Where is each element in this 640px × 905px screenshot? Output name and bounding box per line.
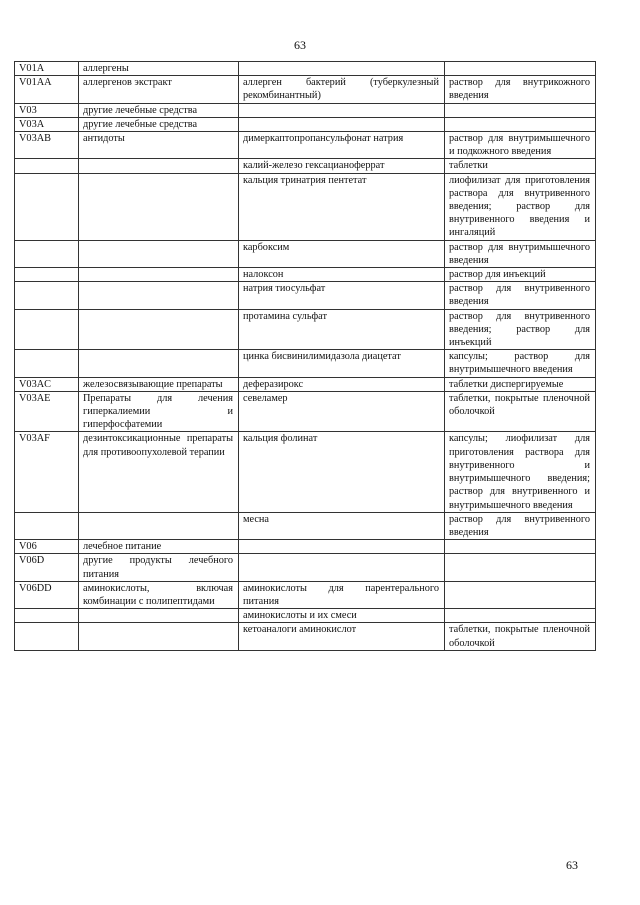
drug-name-cell: [239, 554, 445, 581]
table-row: [15, 554, 596, 581]
atc-code-cell: [15, 350, 79, 377]
atc-group-cell: [79, 173, 239, 240]
drug-name-cell: [239, 540, 445, 554]
table-row: [15, 173, 596, 240]
atc-code-cell: [15, 512, 79, 539]
atc-group-cell: [79, 268, 239, 282]
table-row: [15, 159, 596, 173]
atc-group-cell: дезинтоксикационные препараты для противоопухолевой терапии: [79, 432, 239, 512]
drug-name-cell: кальция тринатрия пентетат: [239, 173, 445, 240]
atc-code-cell: V03AE: [15, 391, 79, 432]
atc-group-cell: [79, 350, 239, 377]
drug-name-cell: калий-железо гексацианоферрат: [239, 159, 445, 173]
atc-group-cell: [79, 609, 239, 623]
atc-code-cell: [15, 309, 79, 350]
atc-group-cell: аминокислоты, включая комбинации с полипептидами: [79, 581, 239, 608]
drug-name-cell: протамина сульфат: [239, 309, 445, 350]
dosage-form-cell: раствор для внутримышечного и подкожного введения: [445, 132, 596, 159]
table-row: [15, 623, 596, 650]
table-row: [15, 240, 596, 267]
atc-group-cell: [79, 240, 239, 267]
table-row: [15, 350, 596, 377]
dosage-form-cell: таблетки, покрытые пленочной оболочкой: [445, 623, 596, 650]
dosage-form-cell: лиофилизат для приготовления раствора для внутривенного введения; раствор для внутривенного введения и ингаляций: [445, 173, 596, 240]
atc-code-cell: [15, 282, 79, 309]
drug-name-cell: аминокислоты и их смеси: [239, 609, 445, 623]
drug-name-cell: кетоаналоги аминокислот: [239, 623, 445, 650]
dosage-form-cell: раствор для внутривенного введения: [445, 282, 596, 309]
dosage-form-cell: [445, 103, 596, 117]
atc-group-cell: другие лечебные средства: [79, 117, 239, 131]
table-row: [15, 117, 596, 131]
dosage-form-cell: капсулы; раствор для внутримышечного введения: [445, 350, 596, 377]
atc-group-cell: антидоты: [79, 132, 239, 159]
atc-group-cell: [79, 159, 239, 173]
dosage-form-cell: таблетки, покрытые пленочной оболочкой: [445, 391, 596, 432]
table-row: [15, 391, 596, 432]
atc-code-cell: [15, 623, 79, 650]
drug-name-cell: аллерген бактерий (туберкулезный рекомбинантный): [239, 76, 445, 103]
atc-group-cell: [79, 512, 239, 539]
table-row: [15, 282, 596, 309]
table-row: [15, 76, 596, 103]
drug-name-cell: [239, 103, 445, 117]
table-row: [15, 103, 596, 117]
table-row: [15, 512, 596, 539]
atc-code-cell: [15, 268, 79, 282]
atc-code-cell: V03A: [15, 117, 79, 131]
drug-name-cell: [239, 117, 445, 131]
dosage-form-cell: раствор для внутривенного введения: [445, 512, 596, 539]
dosage-form-cell: [445, 581, 596, 608]
atc-code-cell: V03AB: [15, 132, 79, 159]
drug-table: [14, 61, 596, 651]
drug-name-cell: налоксон: [239, 268, 445, 282]
atc-code-cell: [15, 609, 79, 623]
drug-name-cell: севеламер: [239, 391, 445, 432]
table-row: [15, 132, 596, 159]
atc-group-cell: аллергены: [79, 62, 239, 76]
atc-group-cell: [79, 623, 239, 650]
dosage-form-cell: таблетки: [445, 159, 596, 173]
table-row: [15, 540, 596, 554]
dosage-form-cell: таблетки диспергируемые: [445, 377, 596, 391]
atc-code-cell: V06D: [15, 554, 79, 581]
drug-name-cell: натрия тиосульфат: [239, 282, 445, 309]
drug-name-cell: димеркаптопропансульфонат натрия: [239, 132, 445, 159]
atc-group-cell: другие продукты лечебного питания: [79, 554, 239, 581]
drug-name-cell: карбоксим: [239, 240, 445, 267]
drug-name-cell: цинка бисвинилимидазола диацетат: [239, 350, 445, 377]
atc-group-cell: другие лечебные средства: [79, 103, 239, 117]
atc-code-cell: V01A: [15, 62, 79, 76]
dosage-form-cell: [445, 62, 596, 76]
page-number-bottom: 63: [566, 858, 578, 872]
atc-code-cell: V03AC: [15, 377, 79, 391]
atc-group-cell: железосвязывающие препараты: [79, 377, 239, 391]
atc-group-cell: [79, 309, 239, 350]
atc-code-cell: V03AF: [15, 432, 79, 512]
dosage-form-cell: [445, 554, 596, 581]
dosage-form-cell: [445, 609, 596, 623]
drug-name-cell: кальция фолинат: [239, 432, 445, 512]
table-row: [15, 609, 596, 623]
dosage-form-cell: раствор для инъекций: [445, 268, 596, 282]
atc-group-cell: Препараты для лечения гиперкалиемии и гиперфосфатемии: [79, 391, 239, 432]
atc-group-cell: аллергенов экстракт: [79, 76, 239, 103]
drug-name-cell: деферазирокс: [239, 377, 445, 391]
table-row: [15, 432, 596, 512]
table-row: [15, 268, 596, 282]
table-row: [15, 309, 596, 350]
page-number-top: 63: [294, 38, 306, 52]
table-row: [15, 581, 596, 608]
dosage-form-cell: раствор для внутримышечного введения: [445, 240, 596, 267]
dosage-form-cell: капсулы; лиофилизат для приготовления раствора для внутривенного и внутримышечного введения; раствор для внутривенного и внутримышечного введения: [445, 432, 596, 512]
drug-name-cell: [239, 62, 445, 76]
table-row: [15, 377, 596, 391]
dosage-form-cell: раствор для внутрикожного введения: [445, 76, 596, 103]
drug-table-body: [15, 62, 596, 651]
atc-code-cell: [15, 240, 79, 267]
atc-code-cell: V06DD: [15, 581, 79, 608]
dosage-form-cell: раствор для внутривенного введения; раствор для инъекций: [445, 309, 596, 350]
table-row: [15, 62, 596, 76]
drug-name-cell: аминокислоты для парентерального питания: [239, 581, 445, 608]
dosage-form-cell: [445, 117, 596, 131]
atc-group-cell: лечебное питание: [79, 540, 239, 554]
atc-group-cell: [79, 282, 239, 309]
atc-code-cell: [15, 173, 79, 240]
dosage-form-cell: [445, 540, 596, 554]
atc-code-cell: [15, 159, 79, 173]
drug-name-cell: месна: [239, 512, 445, 539]
atc-code-cell: V03: [15, 103, 79, 117]
atc-code-cell: V06: [15, 540, 79, 554]
atc-code-cell: V01AA: [15, 76, 79, 103]
